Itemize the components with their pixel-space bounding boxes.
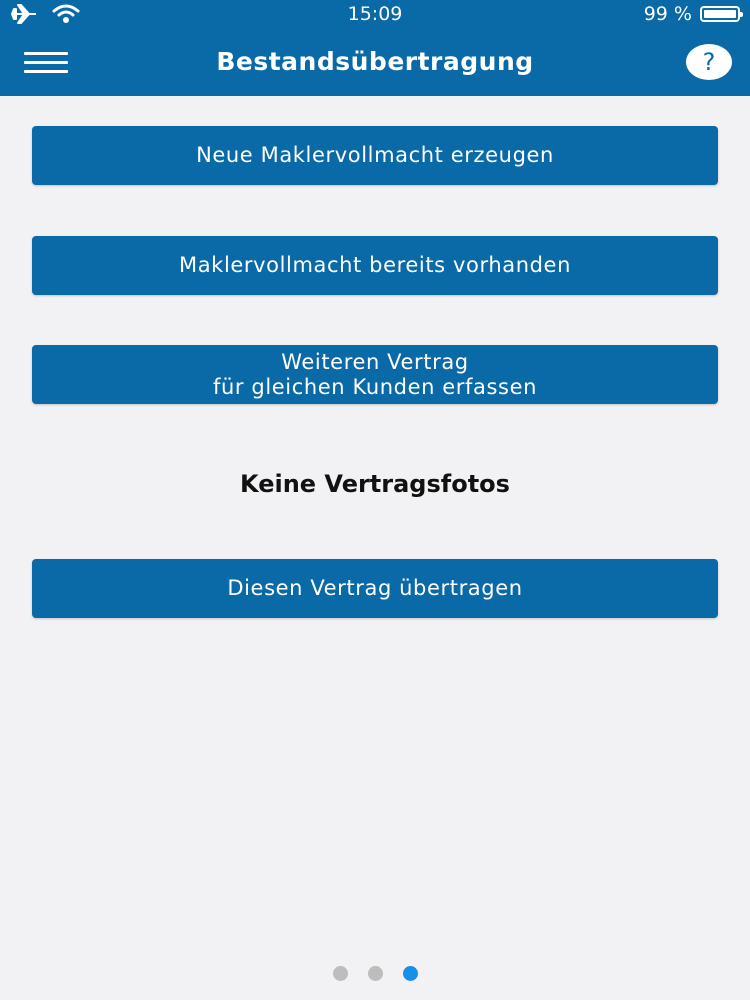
- navigation-bar: [0, 30, 750, 96]
- existing-mandate-label: Maklervollmacht bereits vorhanden: [179, 253, 571, 277]
- new-mandate-button[interactable]: [32, 126, 718, 185]
- status-bar: [0, 0, 750, 30]
- battery-percentage: 99 %: [643, 3, 692, 25]
- page-dot[interactable]: [403, 966, 418, 981]
- new-mandate-label: Neue Maklervollmacht erzeugen: [196, 143, 554, 167]
- another-contract-button[interactable]: [32, 345, 718, 404]
- page-dot[interactable]: [333, 966, 348, 981]
- battery-fill: [704, 10, 736, 18]
- another-contract-label-line1: Weiteren Vertrag: [281, 349, 469, 374]
- transfer-contract-label: Diesen Vertrag übertragen: [227, 576, 523, 600]
- help-button[interactable]: ?: [686, 44, 732, 80]
- status-time: 15:09: [347, 3, 403, 25]
- another-contract-label-line2: für gleichen Kunden erfassen: [213, 374, 537, 399]
- battery-icon: [700, 6, 740, 22]
- page-indicator[interactable]: [0, 966, 750, 981]
- page-dot[interactable]: [368, 966, 383, 981]
- no-photos-heading: Keine Vertragsfotos: [240, 470, 510, 498]
- page-title: Bestandsübertragung: [216, 47, 534, 76]
- existing-mandate-button[interactable]: [32, 236, 718, 295]
- transfer-contract-button[interactable]: [32, 559, 718, 618]
